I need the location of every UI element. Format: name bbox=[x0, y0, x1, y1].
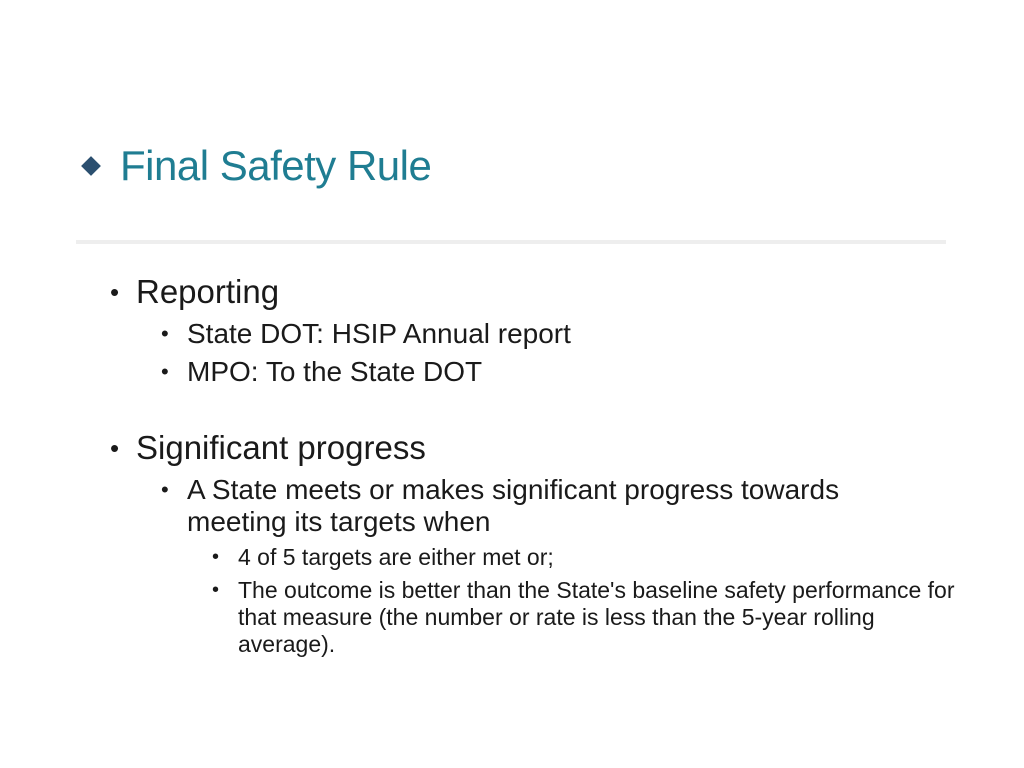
section-heading-significant-progress bbox=[110, 428, 980, 468]
slide-content bbox=[110, 272, 980, 658]
bullet-icon: • bbox=[212, 579, 220, 601]
section-heading-text: Reporting bbox=[136, 273, 280, 310]
section-heading-text: Significant progress bbox=[136, 429, 426, 466]
list-item-text: A State meets or makes significant progress towards meeting its targets when bbox=[187, 474, 840, 537]
list-item-text: MPO: To the State DOT bbox=[187, 356, 483, 387]
section-heading-reporting bbox=[110, 272, 980, 312]
title-row bbox=[78, 136, 431, 196]
bullet-icon: • bbox=[212, 546, 220, 568]
title-divider bbox=[76, 240, 946, 244]
list-item bbox=[161, 318, 980, 350]
list-item-text: State DOT: HSIP Annual report bbox=[187, 318, 571, 349]
bullet-icon: • bbox=[161, 321, 169, 346]
list-item bbox=[161, 356, 980, 388]
bullet-icon: • bbox=[110, 433, 120, 463]
sub-list-item-text: The outcome is better than the State's baseline safety performance for that measure (the number or rate is less than the 5-year rolling average). bbox=[238, 577, 955, 657]
sub-list-item-text: 4 of 5 targets are either met or; bbox=[238, 544, 554, 570]
slide-title: Final Safety Rule bbox=[120, 142, 432, 189]
diamond-bullet-icon bbox=[81, 156, 101, 176]
bullet-icon: • bbox=[110, 277, 120, 307]
sub-list-item bbox=[212, 577, 963, 658]
bullet-icon: • bbox=[161, 477, 169, 502]
sub-list-item bbox=[212, 544, 980, 571]
bullet-icon: • bbox=[161, 359, 169, 384]
list-item bbox=[161, 474, 937, 538]
